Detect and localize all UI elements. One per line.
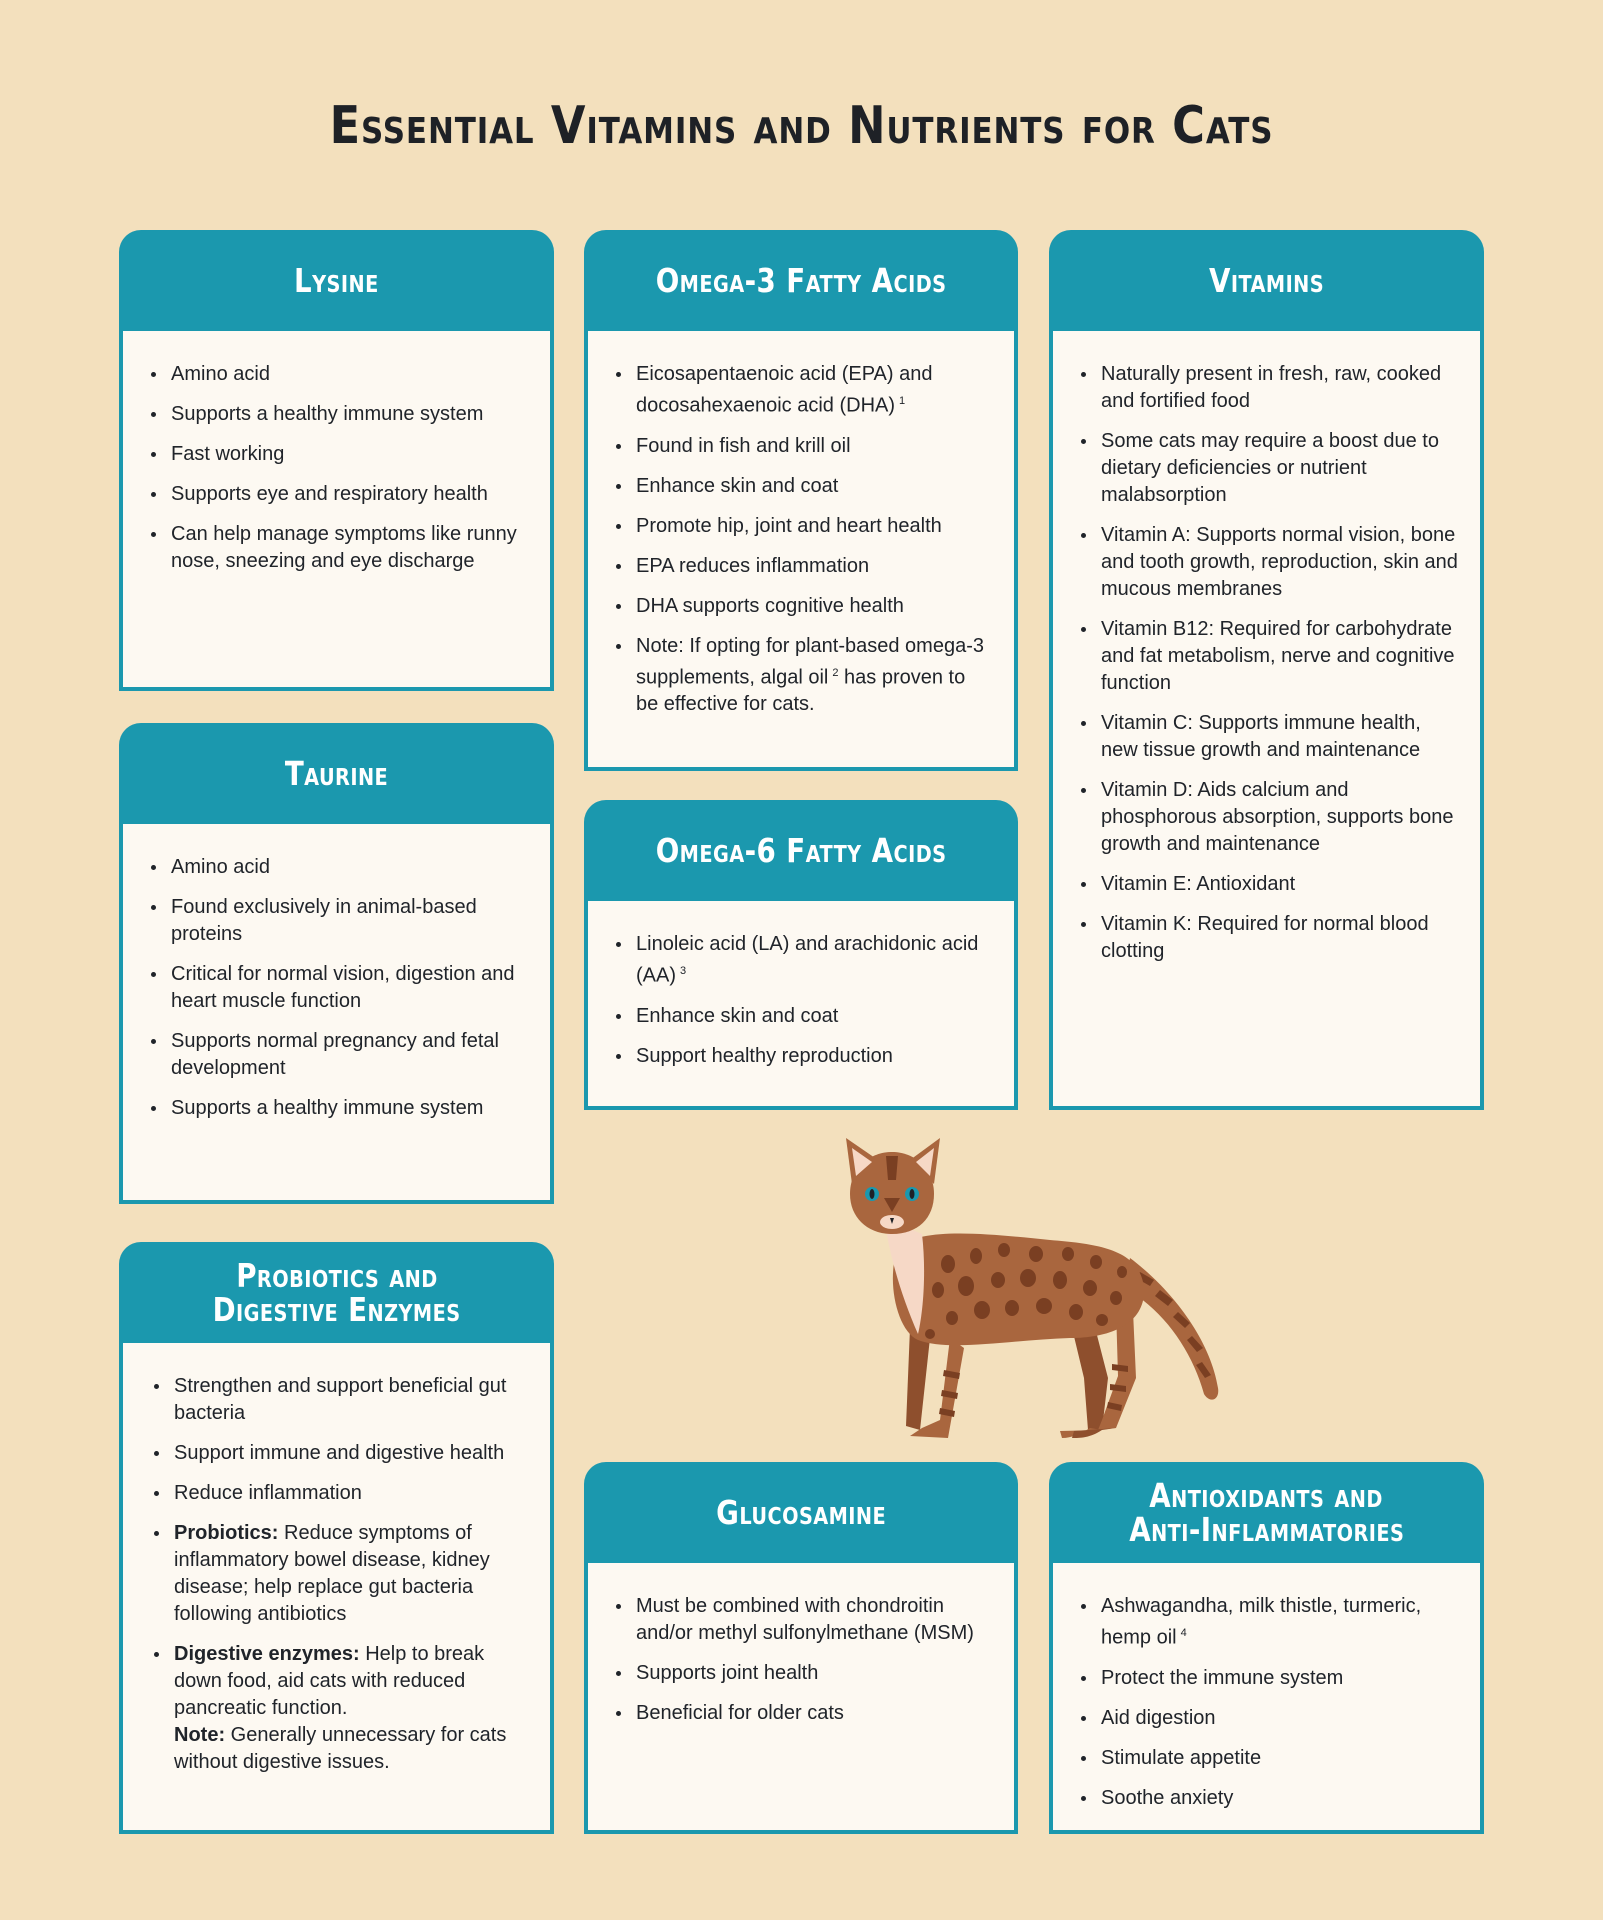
note-text: Generally unnecessary for cats without digestive issues.	[174, 1724, 507, 1773]
list-item: Amino acid	[145, 361, 528, 388]
lysine-list	[145, 361, 528, 575]
card-antioxidants-header	[1053, 1462, 1480, 1563]
card-omega6	[584, 800, 1018, 1110]
card-taurine-title: Taurine	[284, 753, 389, 793]
list-item: Supports normal pregnancy and fetal development	[145, 1028, 528, 1082]
card-taurine-header	[123, 723, 550, 824]
list-item: Enhance skin and coat	[610, 1003, 992, 1030]
list-item: Strengthen and support beneficial gut bacteria	[148, 1373, 528, 1427]
list-item	[148, 1641, 528, 1776]
list-item: Soothe anxiety	[1075, 1785, 1458, 1812]
list-item: EPA reduces inflammation	[610, 553, 992, 580]
card-antioxidants	[1049, 1462, 1484, 1834]
card-vitamins-title: Vitamins	[1208, 260, 1325, 300]
probiotics-label: Probiotics:	[174, 1522, 279, 1544]
card-lysine-body	[123, 331, 550, 687]
list-item: Promote hip, joint and heart health	[610, 513, 992, 540]
list-item: Enhance skin and coat	[610, 473, 992, 500]
list-item	[610, 931, 992, 990]
card-probiotics-title-line1: Probiotics and	[235, 1255, 438, 1295]
list-item: Critical for normal vision, digestion and heart muscle function	[145, 961, 528, 1015]
list-item: Supports joint health	[610, 1660, 992, 1687]
card-vitamins	[1049, 230, 1484, 1110]
card-probiotics-header	[123, 1242, 550, 1343]
note-label: Note:	[174, 1724, 226, 1746]
list-item: Found exclusively in animal-based proteins	[145, 894, 528, 948]
reference-mark: 4	[1180, 1627, 1187, 1639]
card-omega6-title: Omega-6 Fatty Acids	[655, 830, 947, 870]
vitamins-list	[1075, 361, 1458, 965]
card-antioxidants-body	[1053, 1563, 1480, 1830]
cat-illustration-icon	[840, 1138, 1230, 1448]
card-taurine-body	[123, 824, 550, 1200]
list-item: Reduce inflammation	[148, 1480, 528, 1507]
list-item: Vitamin D: Aids calcium and phosphorous absorption, supports bone growth and maintenance	[1075, 777, 1458, 858]
card-lysine-header	[123, 230, 550, 331]
list-item: Supports eye and respiratory health	[145, 481, 528, 508]
list-item: Beneficial for older cats	[610, 1700, 992, 1727]
card-omega3-title: Omega-3 Fatty Acids	[655, 260, 947, 300]
list-item: DHA supports cognitive health	[610, 593, 992, 620]
card-probiotics	[119, 1242, 554, 1834]
list-item: Naturally present in fresh, raw, cooked and fortified food	[1075, 361, 1458, 415]
list-item-text: Eicosapentaenoic acid (EPA) and docosahexaenoic acid (DHA)	[636, 363, 933, 417]
enzymes-text: Help to break down food, aid cats with reduced pancreatic function.	[174, 1643, 485, 1719]
list-item: Vitamin B12: Required for carbohydrate and fat metabolism, nerve and cognitive function	[1075, 616, 1458, 697]
list-item	[148, 1520, 528, 1628]
list-item: Must be combined with chondroitin and/or methyl sulfonylmethane (MSM)	[610, 1593, 992, 1647]
card-omega6-header	[588, 800, 1014, 901]
probiotics-list	[148, 1373, 528, 1776]
list-item: Vitamin K: Required for normal blood clotting	[1075, 911, 1458, 965]
page-title: Essential Vitamins and Nutrients for Cats	[329, 96, 1274, 156]
card-glucosamine-title: Glucosamine	[716, 1492, 886, 1532]
list-item: Some cats may require a boost due to dietary deficiencies or nutrient malabsorption	[1075, 428, 1458, 509]
list-item: Supports a healthy immune system	[145, 1095, 528, 1122]
list-item	[610, 361, 992, 420]
list-item	[1075, 1593, 1458, 1652]
list-item-text: Note: If opting for plant-based omega-3 supplements, algal oil	[636, 634, 984, 689]
list-item	[610, 633, 992, 719]
list-item: Support immune and digestive health	[148, 1440, 528, 1467]
list-item: Found in fish and krill oil	[610, 433, 992, 460]
card-lysine	[119, 230, 554, 691]
card-omega3-body	[588, 331, 1014, 767]
enzymes-note	[174, 1722, 528, 1776]
list-item-text: Ashwagandha, milk thistle, turmeric, hemp oil	[1101, 1595, 1422, 1649]
list-item: Fast working	[145, 441, 528, 468]
list-item: Protect the immune system	[1075, 1665, 1458, 1692]
list-item: Supports a healthy immune system	[145, 401, 528, 428]
list-item: Vitamin E: Antioxidant	[1075, 871, 1458, 898]
omega3-list	[610, 361, 992, 718]
list-item: Vitamin A: Supports normal vision, bone and tooth growth, reproduction, skin and mucous membranes	[1075, 522, 1458, 603]
probiotics-text: Reduce symptoms of inflammatory bowel disease, kidney disease; help replace gut bacteria following antibiotics	[174, 1522, 490, 1625]
card-taurine	[119, 723, 554, 1204]
card-antioxidants-title-line2: Anti-Inflammatories	[1128, 1509, 1405, 1549]
reference-mark: 2	[832, 666, 839, 679]
list-item: Aid digestion	[1075, 1705, 1458, 1732]
reference-mark: 3	[680, 965, 687, 977]
reference-mark: 1	[899, 395, 906, 407]
cat-body	[893, 1234, 1144, 1346]
card-probiotics-body	[123, 1343, 550, 1830]
taurine-list	[145, 854, 528, 1122]
list-item: Support healthy reproduction	[610, 1043, 992, 1070]
card-vitamins-body	[1053, 331, 1480, 1106]
card-omega3-header	[588, 230, 1014, 331]
glucosamine-list	[610, 1593, 992, 1727]
card-antioxidants-title-line1: Antioxidants and	[1149, 1475, 1384, 1515]
card-omega3	[584, 230, 1018, 771]
antioxidants-list	[1075, 1593, 1458, 1812]
list-item-text: has proven to be effective for cats.	[636, 666, 966, 716]
list-item: Amino acid	[145, 854, 528, 881]
list-item: Stimulate appetite	[1075, 1745, 1458, 1772]
card-omega6-body	[588, 901, 1014, 1106]
list-item-text: Linoleic acid (LA) and arachidonic acid (AA)	[636, 933, 979, 987]
card-vitamins-header	[1053, 230, 1480, 331]
list-item: Can help manage symptoms like runny nose, sneezing and eye discharge	[145, 521, 528, 575]
card-lysine-title: Lysine	[294, 260, 379, 300]
enzymes-label: Digestive enzymes:	[174, 1643, 360, 1665]
omega6-list	[610, 931, 992, 1070]
card-glucosamine-body	[588, 1563, 1014, 1830]
list-item: Vitamin C: Supports immune health, new tissue growth and maintenance	[1075, 710, 1458, 764]
card-glucosamine	[584, 1462, 1018, 1834]
card-probiotics-title-line2: Digestive Enzymes	[212, 1289, 461, 1329]
card-glucosamine-header	[588, 1462, 1014, 1563]
